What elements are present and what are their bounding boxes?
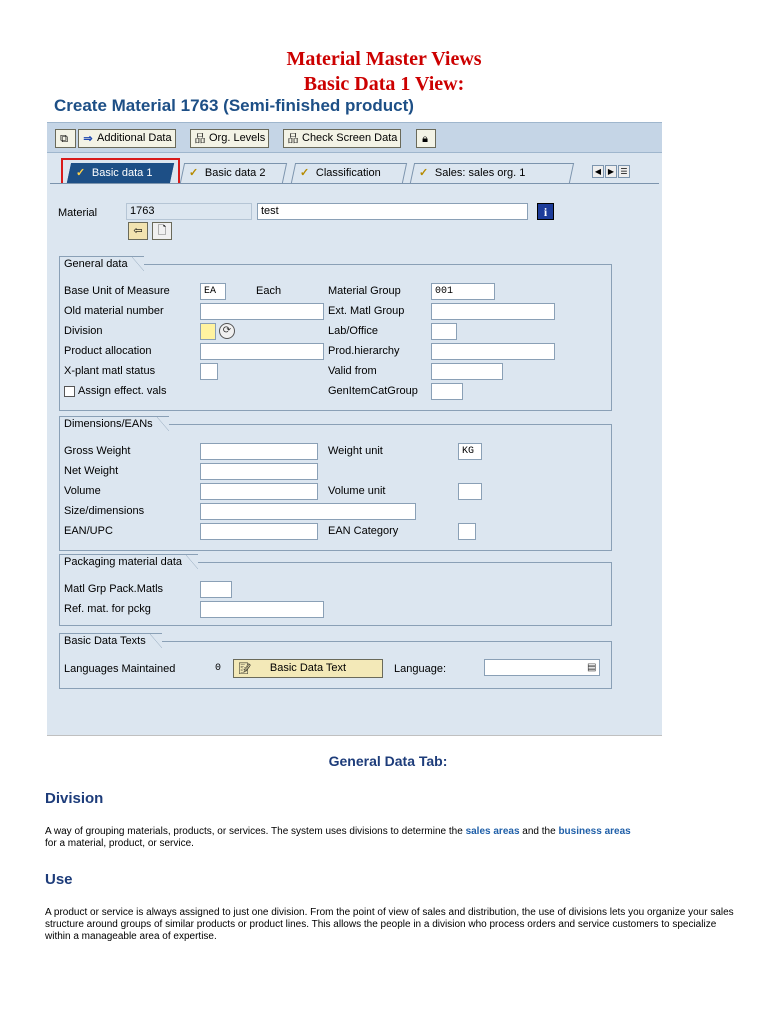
size-dimensions-input[interactable] xyxy=(200,503,416,520)
tabstrip xyxy=(47,153,662,183)
weight-unit-input[interactable]: KG xyxy=(458,443,482,460)
packaging-group xyxy=(59,556,612,626)
old-material-label: Old material number xyxy=(64,305,164,317)
net-weight-label: Net Weight xyxy=(64,465,119,477)
dimensions-group xyxy=(59,418,612,551)
arrow-right-icon: ⇒ xyxy=(83,132,93,145)
assign-effect-checkbox[interactable] xyxy=(64,386,75,397)
size-dimensions-label: Size/dimensions xyxy=(64,505,145,517)
value-help-icon[interactable]: ▤ xyxy=(587,662,597,673)
use-description: A product or service is always assigned to just one division. From the point of view of sales and distribution, the use of divisions lets you organize your sales structure around groups of similar products or product lines. This allows the people in a division who process orders and service customers to specialize within a manageable area of expertise. xyxy=(45,907,734,942)
base-uom-text: Each xyxy=(256,285,282,297)
base-uom-input[interactable]: EA xyxy=(200,283,226,300)
document-icon: 🗋 xyxy=(157,225,167,237)
ean-upc-input[interactable] xyxy=(200,523,318,540)
tab-label: Basic data 2 xyxy=(204,167,266,179)
ean-category-label: EAN Category xyxy=(328,525,399,537)
ref-mat-label: Ref. mat. for pckg xyxy=(64,603,151,615)
check-screen-data-label: Check Screen Data xyxy=(302,132,398,144)
volume-label: Volume xyxy=(64,485,101,497)
tab-body xyxy=(50,183,659,733)
ext-matl-group-label: Ext. Matl Group xyxy=(328,305,405,317)
material-screen xyxy=(47,153,662,735)
tab-scroll-right[interactable]: ▶ xyxy=(605,165,617,178)
division-text-part2: and the xyxy=(519,826,559,837)
old-material-input[interactable] xyxy=(200,303,324,320)
gen-item-cat-label: GenItemCatGroup xyxy=(328,385,418,397)
volume-unit-input[interactable] xyxy=(458,483,482,500)
info-icon[interactable]: i xyxy=(537,203,554,220)
use-heading: Use xyxy=(45,871,73,888)
xplant-status-label: X-plant matl status xyxy=(64,365,156,377)
general-data-group xyxy=(59,258,612,411)
languages-maintained-label: Languages Maintained xyxy=(64,663,176,675)
application-toolbar xyxy=(47,122,662,153)
org-levels-label: Org. Levels xyxy=(209,132,266,144)
back-button[interactable] xyxy=(128,222,148,240)
lock-icon: 🔒︎ xyxy=(422,132,428,145)
status-check-icon: ✓ xyxy=(419,167,429,179)
material-group-label: Material Group xyxy=(328,285,401,297)
material-description-input[interactable]: test xyxy=(257,203,528,220)
base-uom-label: Base Unit of Measure xyxy=(64,285,170,297)
tab-sales-org-1[interactable] xyxy=(410,163,574,183)
tab-basic-data-2[interactable] xyxy=(180,163,287,183)
business-areas-link[interactable]: business areas xyxy=(558,826,631,837)
tab-scroll-left[interactable]: ◀ xyxy=(592,165,604,178)
dimensions-title: Dimensions/EANs xyxy=(59,416,169,431)
division-heading: Division xyxy=(45,790,104,807)
division-input[interactable] xyxy=(200,323,216,340)
tab-list-button[interactable]: ☰ xyxy=(618,165,630,178)
additional-data-button[interactable] xyxy=(78,129,176,148)
search-help-icon[interactable]: ⟳ xyxy=(219,323,235,339)
volume-input[interactable] xyxy=(200,483,318,500)
basic-data-text-button[interactable] xyxy=(233,659,383,678)
org-structure-icon: 品 xyxy=(194,132,206,145)
material-label: Material xyxy=(58,207,98,219)
doc-title-line1: Material Master Views xyxy=(286,48,482,70)
xplant-status-input[interactable] xyxy=(200,363,218,380)
other-material-button[interactable] xyxy=(55,129,76,148)
material-number-field: 1763 xyxy=(126,203,252,220)
valid-from-label: Valid from xyxy=(328,365,377,377)
weight-unit-label: Weight unit xyxy=(328,445,383,457)
additional-data-label: Additional Data xyxy=(97,132,172,144)
tab-classification[interactable] xyxy=(291,163,407,183)
prod-hierarchy-input[interactable] xyxy=(431,343,555,360)
lab-office-label: Lab/Office xyxy=(328,325,378,337)
packaging-title: Packaging material data xyxy=(59,554,198,569)
tab-label: Sales: sales org. 1 xyxy=(434,167,526,179)
basic-data-texts-group xyxy=(59,635,612,689)
matl-grp-pack-label: Matl Grp Pack.Matls xyxy=(64,583,164,595)
assign-effect-label: Assign effect. vals xyxy=(78,385,167,397)
window-title: Create Material 1763 (Semi-finished product) xyxy=(54,96,414,115)
material-group-input[interactable]: 001 xyxy=(431,283,495,300)
ean-category-input[interactable] xyxy=(458,523,476,540)
product-allocation-input[interactable] xyxy=(200,343,324,360)
general-tab-heading: General Data Tab: xyxy=(328,753,448,769)
valid-from-input[interactable] xyxy=(431,363,503,380)
status-check-icon: ✓ xyxy=(76,167,86,179)
languages-maintained-value: 0 xyxy=(215,663,222,674)
ean-upc-label: EAN/UPC xyxy=(64,525,113,537)
tab-label: Classification xyxy=(315,167,381,179)
back-arrow-icon: ⇦ xyxy=(133,225,143,237)
basic-data-text-label: Basic Data Text xyxy=(269,662,347,674)
division-label: Division xyxy=(64,325,103,337)
division-text-part3: for a material, product, or service. xyxy=(45,838,194,849)
volume-unit-label: Volume unit xyxy=(328,485,386,497)
division-description xyxy=(45,826,735,850)
ref-mat-input[interactable] xyxy=(200,601,324,618)
status-check-icon: ✓ xyxy=(189,167,199,179)
gross-weight-input[interactable] xyxy=(200,443,318,460)
product-allocation-label: Product allocation xyxy=(64,345,152,357)
check-icon: 品 xyxy=(287,132,299,145)
document-button[interactable] xyxy=(152,222,172,240)
org-levels-button[interactable] xyxy=(190,129,269,148)
tab-label: Basic data 1 xyxy=(91,167,153,179)
status-check-icon: ✓ xyxy=(300,167,310,179)
doc-title-line2: Basic Data 1 View: xyxy=(303,73,465,95)
matl-grp-pack-input[interactable] xyxy=(200,581,232,598)
other-material-icon: ⧉ xyxy=(60,132,68,145)
basic-data-texts-title: Basic Data Texts xyxy=(59,633,162,648)
document-edit-icon: 📝︎ xyxy=(238,663,252,675)
lock-button[interactable] xyxy=(416,129,436,148)
language-label: Language: xyxy=(394,663,446,675)
screen-bottom-border xyxy=(47,735,662,736)
gross-weight-label: Gross Weight xyxy=(64,445,131,457)
language-input[interactable] xyxy=(484,659,600,676)
lab-office-input[interactable] xyxy=(431,323,457,340)
gen-item-cat-input[interactable] xyxy=(431,383,463,400)
net-weight-input[interactable] xyxy=(200,463,318,480)
ext-matl-group-input[interactable] xyxy=(431,303,555,320)
prod-hierarchy-label: Prod.hierarchy xyxy=(328,345,400,357)
general-data-title: General data xyxy=(59,256,144,271)
sales-areas-link[interactable]: sales areas xyxy=(465,826,520,837)
check-screen-data-button[interactable] xyxy=(283,129,401,148)
division-text-part1: A way of grouping materials, products, or services. The system uses divisions to determine the xyxy=(45,826,466,837)
